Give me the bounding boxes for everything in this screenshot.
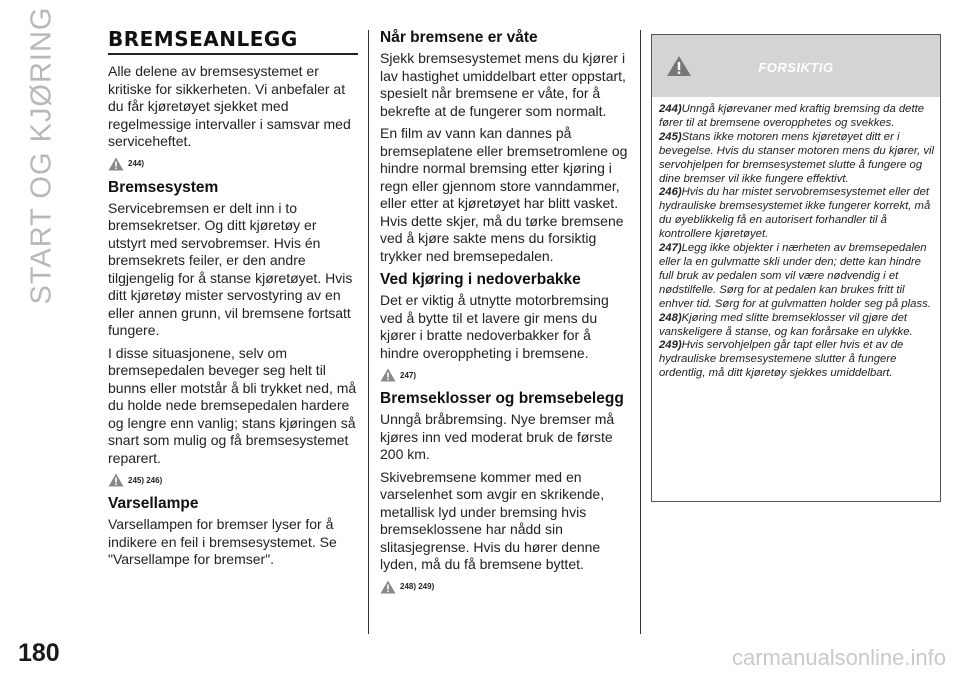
caution-body [652,97,940,381]
warning-triangle-icon [380,368,396,382]
page-number: 180 [18,639,60,667]
caution-item [659,131,934,187]
warning-reference [380,367,630,383]
warning-triangle-icon [380,580,396,594]
reference-number: 247) [400,370,417,380]
caution-item-number: 244) [659,103,682,115]
chapter-title-text: START OG KJØRING [25,6,58,304]
brake-pads-heading: Bremseklosser og bremsebelegg [380,390,624,407]
caution-item [659,103,934,131]
column-3 [651,34,941,502]
wet-brakes-paragraph: Sjekk bremsesystemet mens du kjører i lav hastighet umiddelbart etter oppstart, spesielt når bremsene er våte, for å bekrefte at de fungerer som normalt. [380,50,626,119]
brake-pads-paragraph: Skivebremsene kommer med en varselenhet som avgir en skrikende, metallisk lyd under bremsing hvis bremseklossene har nådd sin slitasjegrense. Hvis du hører denne lyden, må du få bremsene byttet. [380,468,605,572]
section-heading: BREMSEANLEGG [108,28,358,55]
site-watermark: carmanualsonline.info [731,645,946,670]
caution-item-text: Hvis du har mistet servobremsesystemet eller det hydrauliske bremsesystemet ikke fungerer korrekt, må du øyeblikkelig få en autorisert forhandler til å kontrollere kjøretøyet. [659,186,931,241]
column-divider [368,30,369,634]
caution-item [659,186,934,242]
downhill-heading: Ved kjøring i nedoverbakke [380,271,581,288]
warning-reference [380,579,630,595]
warning-reference [108,156,358,172]
caution-item-number: 245) [659,130,682,143]
warning-triangle-icon [108,157,124,171]
caution-item [659,242,934,312]
caution-item-number: 246) [659,186,682,199]
bremsesystem-paragraph: Servicebremsen er delt inn i to bremsekretser. Og ditt kjøretøy er utstyrt med servobremser. Hvis én bremsekrets feiler, er den andre tilgjengelig for å stanse kjøretøyet. Hvis ditt kjøretøy mister servostyring av en eller annen grunn, vil bremsene fortsatt fungere. [108,199,353,338]
downhill-paragraph: Det er viktig å utnytte motorbremsing ved å bytte til et lavere gir mens du kjører i bratte nedoverbakker for å hindre overoppheting i bremsene. [380,292,609,361]
caution-item-text: Legg ikke objekter i nærheten av bremsepedalen eller la en gulvmatte skli under den; dette kan hindre full bruk av pedalen som vil være nødvendig i et nødstilfelle. Sørg for at pedalen kan brukes fritt til enhver tid. Sørg for at gulvmatten holder seg på plass. [659,242,931,310]
caution-item-text: Hvis servohjelpen går tapt eller hvis et av de hydrauliske bremsesystemene slutter å fungere ordentlig, må ditt kjøretøy sjekkes umiddelbart. [659,339,904,380]
reference-number: 248) 249) [400,582,435,591]
wet-brakes-heading: Når bremsene er våte [380,29,538,46]
caution-item-text: Unngå kjørevaner med kraftig bremsing da dette fører til at bremsene overopphetes og svekkes. [659,103,925,129]
column-1 [108,28,358,574]
caution-item [659,312,934,340]
caution-item-number: 248) [659,311,682,324]
column-2 [380,28,630,601]
column-divider [640,30,641,634]
reference-number: 245) 246) [128,475,163,485]
caution-item-text: Kjøring med slitte bremseklosser vil gjøre det vanskeligere å stanse, og kan forårsake en ulykke. [659,311,913,338]
bremsesystem-heading: Bremsesystem [108,178,219,196]
caution-box [651,34,941,502]
wet-brakes-paragraph: En film av vann kan dannes på bremseplatene eller bremsetromlene og hindre normal bremsing etter kjøring i regn eller gjennom store vanndammer, eller etter at kjøretøyet har blitt vasket. Hvis dette skjer, må du tørke bremsene ved å kjøre sakte mens du forsiktig trykker ned bremsepedalen. [380,125,628,264]
varsellampe-paragraph: Varsellampen for bremser lyser for å indikere en feil i bremsesystemet. Se "Varsellampe for bremser". [108,516,337,567]
warning-reference [108,472,358,488]
caution-item-number: 249) [659,339,682,352]
caution-item-number: 247) [659,242,682,255]
caution-item-text: Stans ikke motoren mens kjøretøyet ditt er i bevegelse. Hvis du stanser motoren mens du kjører, vil servohjelpen for bremsesystemet slutte å fungere og dine bremser vil ikke fungere effektivt. [659,130,935,185]
warning-triangle-icon [108,473,124,487]
caution-title: FORSIKTIG [758,60,834,75]
caution-item [659,339,934,381]
intro-paragraph: Alle delene av bremsesystemet er kritiske for sikkerheten. Vi anbefaler at du får kjøretøyet sjekket med regelmessige intervaller i samsvar med serviceheftet. [108,63,351,149]
bremsesystem-paragraph: I disse situasjonene, selv om bremsepedalen beveger seg helt til bunns eller motstår å bli trykket ned, må du holde nede bremsepedalen hardere og lengre enn vanlig; stans kjøringen så snart som mulig og få bremsesystemet reparert. [108,344,357,466]
reference-number: 244) [128,159,145,168]
caution-header [652,35,940,97]
brake-pads-paragraph: Unngå bråbremsing. Nye bremser må kjøres inn ved moderat bruk de første 200 km. [380,411,615,462]
varsellampe-heading: Varsellampe [108,495,199,512]
chapter-side-title [14,6,70,304]
